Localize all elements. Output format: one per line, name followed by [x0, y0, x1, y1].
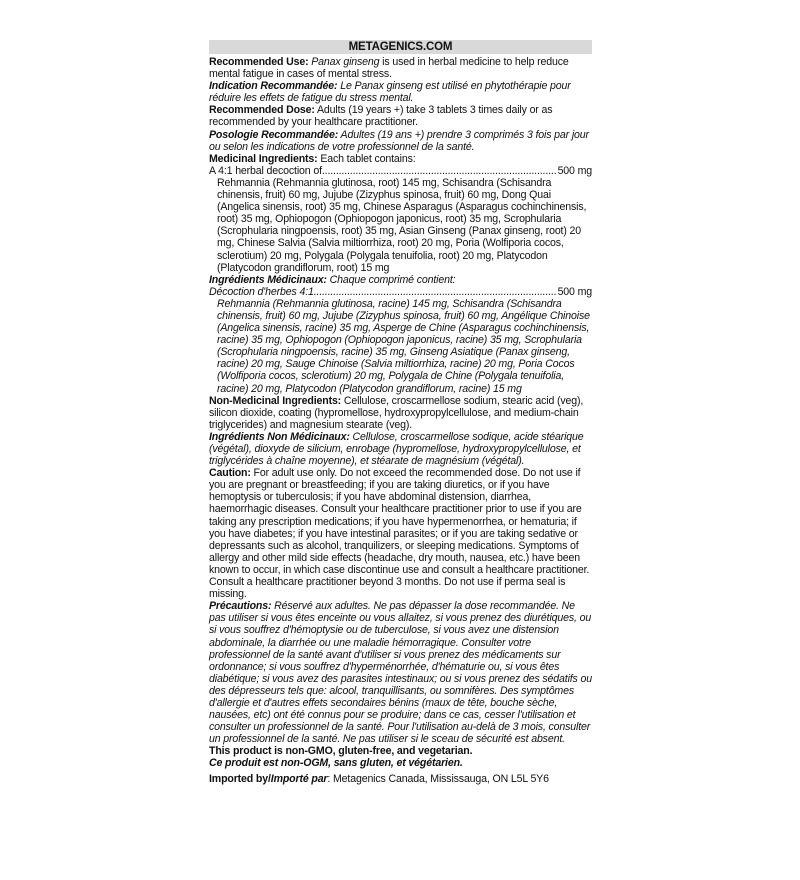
medicinal-ingredients-fr-text: Chaque comprimé contient: [326, 273, 456, 286]
recommended-use-en-text: is used in herbal medicine to help reduce mental fatigue in cases of mental stress. [209, 56, 569, 81]
supplement-label [209, 40, 592, 785]
medicinal-ingredients-en-label: Medicinal Ingredients: [209, 152, 318, 165]
non-medicinal-ingredients-fr-label: Ingrédients Non Médicinaux: [209, 430, 350, 443]
recommended-use-fr-text: Le Panax ginseng est utilisé en phytothérapie pour réduire les effets de fatigue du stress mental. [209, 80, 571, 105]
decoction-fr-amount: 500 mg [557, 285, 592, 298]
caution-en [209, 467, 592, 600]
product-claim-fr: Ce produit est non-OGM, sans gluten, et végétarien. [209, 757, 463, 770]
recommended-dose-fr [209, 129, 592, 153]
non-medicinal-ingredients-en-text: Cellulose, croscarmellose sodium, stearic acid (veg), silicon dioxide, coating (hypromellose, hydroxypropylcellulose, and medium-chain triglycerides) and magnesium stearate (veg). [209, 394, 584, 431]
decoction-fr-label: Décoction d'herbes 4:1 [209, 285, 314, 298]
recommended-dose-en [209, 104, 592, 128]
website-header: METAGENICS.COM [209, 40, 592, 54]
medicinal-ingredients-fr-label: Ingrédients Médicinaux: [209, 273, 327, 286]
recommended-dose-fr-label: Posologie Recommandée: [209, 128, 339, 141]
product-claim-en: This product is non-GMO, gluten-free, and vegetarian. [209, 745, 473, 758]
recommended-use-en-label: Recommended Use: [209, 56, 309, 68]
imported-by-label-fr: Importé par [270, 772, 328, 785]
recommended-use-fr-label: Indication Recommandée: [209, 80, 338, 93]
non-medicinal-ingredients-en [209, 395, 592, 431]
recommended-dose-en-text: Adults (19 years +) take 3 tablets 3 times daily or as recommended by your healthcare practitioner. [209, 104, 553, 129]
recommended-use-en-latin: Panax ginseng [311, 56, 380, 68]
caution-fr [209, 600, 592, 745]
caution-en-text: For adult use only. Do not exceed the recommended dose. Do not use if you are pregnant or breastfeeding; if you are taking diuretics, or if you have hemoptysis or tuberculosis; if you have abdominal distension, diarrhea, haemorrhagic diseases. Consult your healthcare practitioner prior to use if you are taking any prescription medications; if you have hypermenorrhea, or hematuria; if you have diabetes; if you have intestinal parasites; or if you are taking sedative or depressants such as alcohol, tranquilizers, or sleeping medications. Symptoms of allergy and other mild side effects (headache, dry mouth, nausea, etc.) have been known to occur, in which case discontinue use and consult a healthcare practitioner. Consult a healthcare practitioner beyond 3 months. Do not use if perma seal is missing. [209, 467, 590, 601]
caution-fr-text: Réservé aux adultes. Ne pas dépasser la dose recommandée. Ne pas utiliser si vous êtes enceinte ou vous allaitez, si vous prenez des diurétiques, ou si vous souffrez d'hémoptysie ou de tuberculose, si vous avez une distension abdominale, la diarrhée ou une maladie hémorragique. Consulter votre professionnel de la santé avant d'utiliser si vous prenez des médicaments sur ordonnance; si vous souffrez d'hyperménorrhée, d'hématurie ou, si vous êtes diabétique; si vous avez des parasites intestinaux; ou si vous prenez des sédatifs ou des dépresseurs tels que: alcool, tranquillisants, ou somnifères. Des symptômes d'allergie et d'autres effets secondaires bénins (maux de tête, bouche sèche, nausées, etc) ont été connus pour se produire; dans ce cas, cesser l'utilisation et consulter un professionnel de la santé. Pour l'utilisation au-delà de 3 mois, consulter un professionnel de la santé. Ne pas utiliser si le sceau de sécurité est absent. [209, 600, 592, 746]
medicinal-ingredients-fr-detail: Rehmannia (Rehmannia glutinosa, racine) 145 mg, Schisandra (Schisandra chinensis, fruit) 60 mg, Jujube (Zizyphus spinosa, fruit) 60 mg, Angélique Chinoise (Angelica sinensis, racine) 35 mg, Asperge de Chine (Asparagus cochinchinensis, racine) 35 mg, Ophiopogon (Ophiopogon japonicus, racine) 35 mg, Scrophularia (Scrophularia ningpoensis, racine) 35 mg, Ginseng Asiatique (Panax ginseng, racine) 20 mg, Sauge Chinoise (Salvia miltiorrhiza, racine) 20 mg, Poria Cocos (Wolfiporia cocos, sclerotium) 20 mg, Polygala de Chine (Polygala tenuifolia, racine) 20 mg, Platycodon (Platycodon grandiflorum, racine) 15 mg [217, 297, 590, 395]
recommended-dose-en-label: Recommended Dose: [209, 104, 315, 117]
medicinal-ingredients-en-line [209, 165, 592, 177]
decoction-en-amount: 500 mg [557, 164, 592, 177]
caution-en-label: Caution: [209, 467, 251, 480]
medicinal-ingredients-fr-line [209, 286, 592, 298]
imported-by [209, 773, 592, 785]
recommended-dose-fr-text: Adultes (19 ans +) prendre 3 comprimés 3 fois par jour ou selon les indications de votre professionnel de la santé. [209, 128, 589, 153]
non-medicinal-ingredients-fr-text: Cellulose, croscarmellose sodique, acide stéarique (végétal), dioxyde de silicium, enrobage (hypromellose, hydroxypropylcellulose, et triglycérides à chaîne moyenne), et stéarate de magnésium (végétal). [209, 430, 584, 468]
medicinal-ingredients-fr [209, 274, 592, 286]
medicinal-ingredients-en-detail: Rehmannia (Rehmannia glutinosa, root) 145 mg, Schisandra (Schisandra chinensis, fruit) 60 mg, Jujube (Zizyphus spinosa, fruit) 60 mg, Dong Quai (Angelica sinensis, root) 35 mg, Chinese Asparagus (Asparagus cochinchinensis, root) 35 mg, Ophiopogon (Ophiopogon japonicus, root) 35 mg, Scrophularia (Scrophularia ningpoensis, root) 35 mg, Asian Ginseng (Panax ginseng, root) 20 mg, Chinese Salvia (Salvia miltiorrhiza, root) 20 mg, Poria (Wolfiporia cocos, sclerotium) 20 mg, Polygala (Polygala tenuifolia, root) 20 mg, Platycodon (Platycodon grandiflorum, root) 15 mg [217, 176, 587, 274]
caution-fr-label: Précautions: [209, 600, 272, 613]
medicinal-ingredients-en-text: Each tablet contains: [317, 152, 416, 165]
dot-leader [322, 165, 556, 177]
medicinal-ingredients-en [209, 153, 592, 165]
dot-leader [314, 286, 556, 298]
imported-by-text: : Metagenics Canada, Mississauga, ON L5L 5Y6 [327, 772, 549, 785]
recommended-use-fr [209, 80, 592, 104]
non-medicinal-ingredients-en-label: Non-Medicinal Ingredients: [209, 394, 342, 407]
imported-by-label: Imported by/ [209, 772, 271, 785]
decoction-en-label: A 4:1 herbal decoction of [209, 164, 322, 177]
recommended-use-en [209, 56, 592, 80]
non-medicinal-ingredients-fr [209, 431, 592, 467]
